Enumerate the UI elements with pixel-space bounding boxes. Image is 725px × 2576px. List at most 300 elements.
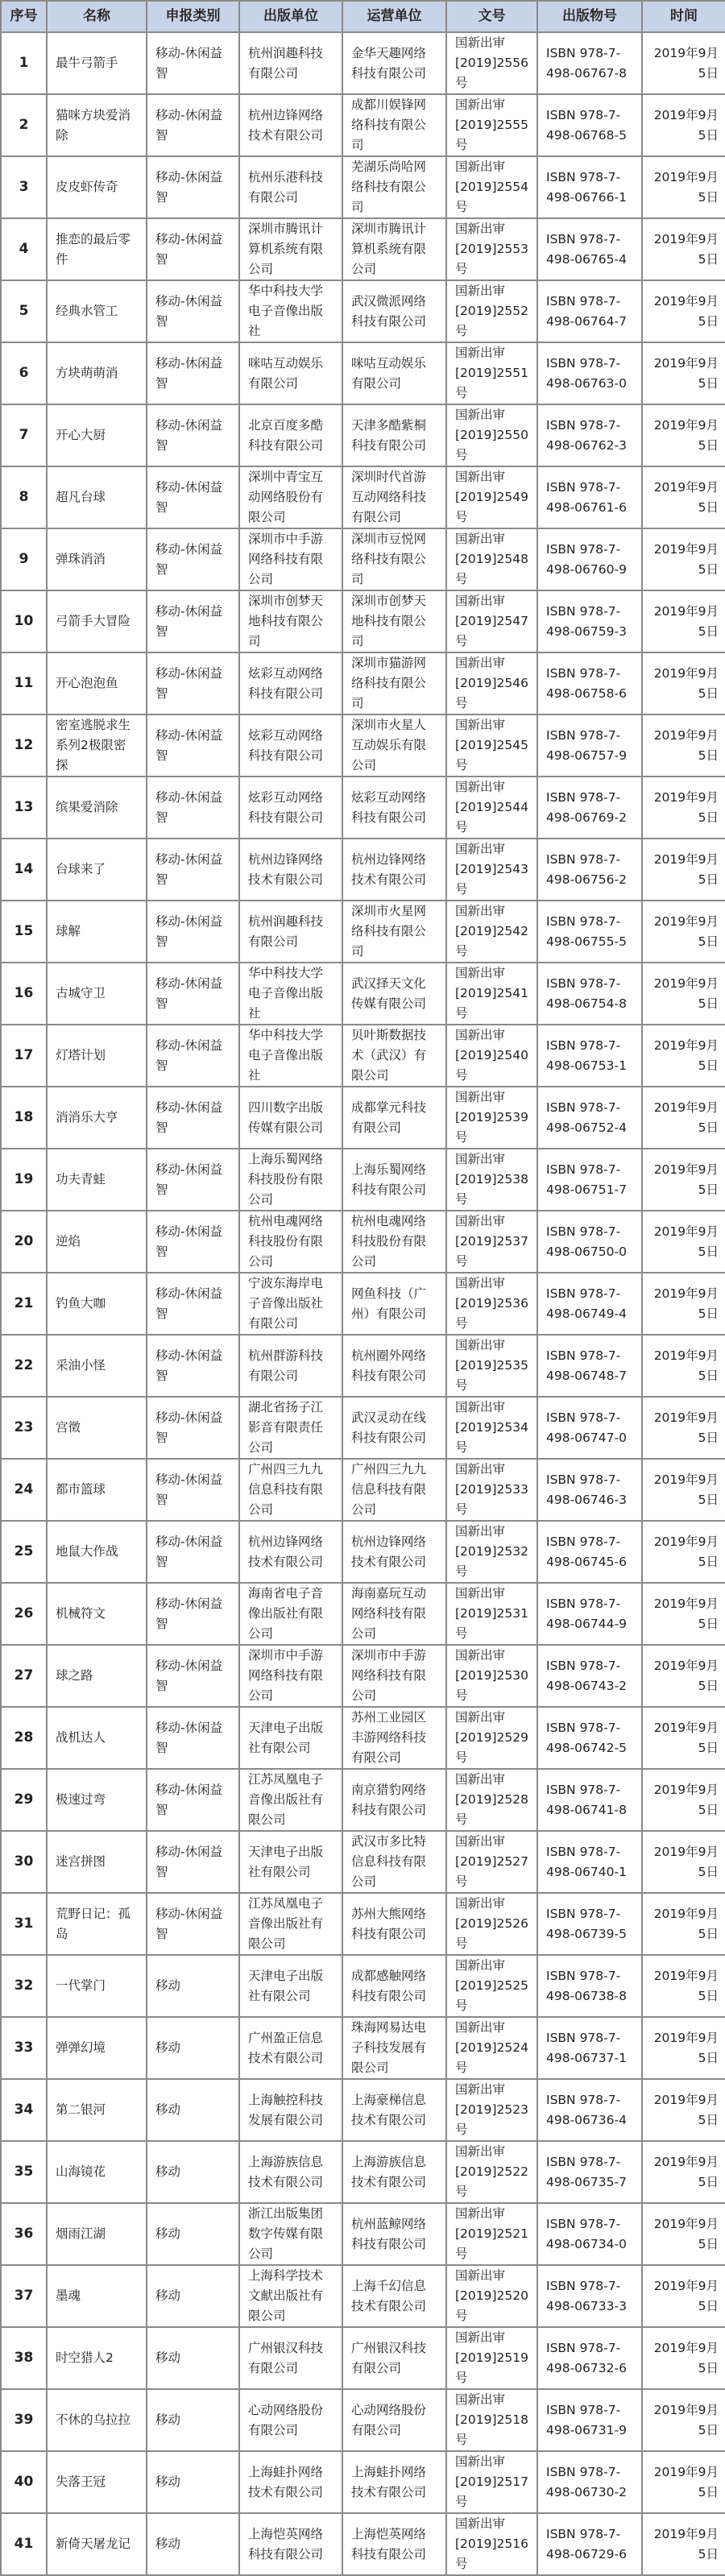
cell-date: 2019年9月5日 [642,1459,725,1521]
cell-date: 2019年9月5日 [642,342,725,404]
cell-operator: 上海蛙扑网络技术有限公司 [342,2451,446,2513]
table-row [1,342,725,404]
cell-category: 移动-休闲益智 [147,777,239,839]
col-header-publisher: 出版单位 [239,1,342,32]
cell-operator: 武汉灵动在线科技有限公司 [342,1397,446,1459]
cell-index: 22 [1,1335,47,1397]
cell-approval-no: 国新出审[2019]2531号 [446,1583,537,1645]
cell-approval-no: 国新出审[2019]2529号 [446,1707,537,1769]
cell-game-name: 采油小怪 [47,1335,147,1397]
cell-date: 2019年9月5日 [642,1025,725,1087]
cell-game-name: 迷宫拼图 [47,1831,147,1893]
cell-operator: 珠海网易达电子科技发展有限公司 [342,2017,446,2079]
cell-publisher: 江苏凤凰电子音像出版社有限公司 [239,1769,342,1831]
cell-game-name: 弹珠消消 [47,528,147,590]
cell-game-name: 逆焰 [47,1211,147,1273]
cell-isbn: ISBN 978-7-498-06735-7 [537,2141,642,2203]
cell-game-name: 钓鱼大咖 [47,1273,147,1335]
cell-approval-no: 国新出审[2019]2545号 [446,714,537,777]
cell-game-name: 极速过弯 [47,1769,147,1831]
cell-category: 移动-休闲益智 [147,1459,239,1521]
cell-publisher: 华中科技大学电子音像出版社 [239,1025,342,1087]
cell-isbn: ISBN 978-7-498-06762-3 [537,404,642,466]
cell-game-name: 经典水管工 [47,280,147,342]
cell-category: 移动-休闲益智 [147,1149,239,1211]
table-row [1,404,725,466]
cell-approval-no: 国新出审[2019]2548号 [446,528,537,590]
cell-approval-no: 国新出审[2019]2543号 [446,839,537,901]
cell-operator: 杭州电魂网络科技股份有限公司 [342,1211,446,1273]
table-row [1,1769,725,1831]
col-header-isbn: 出版物号 [537,1,642,32]
cell-category: 移动 [147,2451,239,2513]
cell-isbn: ISBN 978-7-498-06751-7 [537,1149,642,1211]
cell-category: 移动-休闲益智 [147,1893,239,1955]
cell-index: 36 [1,2203,47,2265]
cell-operator: 上海千幻信息技术有限公司 [342,2265,446,2327]
cell-operator: 咪咕互动娱乐有限公司 [342,342,446,404]
cell-category: 移动 [147,2389,239,2451]
cell-game-name: 烟雨江湖 [47,2203,147,2265]
cell-approval-no: 国新出审[2019]2527号 [446,1831,537,1893]
cell-index: 26 [1,1583,47,1645]
cell-isbn: ISBN 978-7-498-06733-3 [537,2265,642,2327]
cell-operator: 上海游族信息技术有限公司 [342,2141,446,2203]
cell-publisher: 华中科技大学电子音像出版社 [239,280,342,342]
cell-operator: 网鱼科技（广州）有限公司 [342,1273,446,1335]
cell-category: 移动 [147,2203,239,2265]
cell-publisher: 深圳市中手游网络科技有限公司 [239,1645,342,1707]
cell-game-name: 一代掌门 [47,1955,147,2017]
cell-publisher: 广州四三九九信息科技有限公司 [239,1459,342,1521]
cell-isbn: ISBN 978-7-498-06729-6 [537,2513,642,2575]
table-row [1,1645,725,1707]
cell-date: 2019年9月5日 [642,777,725,839]
table-row [1,528,725,590]
cell-approval-no: 国新出审[2019]2525号 [446,1955,537,2017]
cell-date: 2019年9月5日 [642,32,725,94]
cell-index: 16 [1,963,47,1025]
cell-isbn: ISBN 978-7-498-06732-6 [537,2327,642,2389]
cell-isbn: ISBN 978-7-498-06756-2 [537,839,642,901]
cell-index: 27 [1,1645,47,1707]
cell-game-name: 功夫青蛙 [47,1149,147,1211]
cell-date: 2019年9月5日 [642,1521,725,1583]
cell-isbn: ISBN 978-7-498-06739-5 [537,1893,642,1955]
cell-isbn: ISBN 978-7-498-06744-9 [537,1583,642,1645]
cell-game-name: 灯塔计划 [47,1025,147,1087]
cell-publisher: 深圳中青宝互动网络股份有限公司 [239,466,342,528]
cell-date: 2019年9月5日 [642,590,725,652]
cell-approval-no: 国新出审[2019]2538号 [446,1149,537,1211]
cell-category: 移动 [147,2141,239,2203]
table-row [1,2451,725,2513]
table-row [1,1955,725,2017]
cell-approval-no: 国新出审[2019]2547号 [446,590,537,652]
cell-date: 2019年9月5日 [642,1707,725,1769]
cell-date: 2019年9月5日 [642,2265,725,2327]
cell-approval-no: 国新出审[2019]2542号 [446,901,537,963]
cell-game-name: 新倚天屠龙记 [47,2513,147,2575]
table-row [1,590,725,652]
cell-category: 移动-休闲益智 [147,1707,239,1769]
cell-date: 2019年9月5日 [642,1335,725,1397]
cell-approval-no: 国新出审[2019]2516号 [446,2513,537,2575]
cell-operator: 深圳市火星人互动娱乐有限公司 [342,714,446,777]
table-row [1,2079,725,2141]
cell-approval-no: 国新出审[2019]2551号 [446,342,537,404]
table-row [1,1335,725,1397]
cell-operator: 苏州大熊网络科技有限公司 [342,1893,446,1955]
cell-approval-no: 国新出审[2019]2532号 [446,1521,537,1583]
table-row [1,2141,725,2203]
cell-approval-no: 国新出审[2019]2524号 [446,2017,537,2079]
cell-index: 9 [1,528,47,590]
cell-isbn: ISBN 978-7-498-06760-9 [537,528,642,590]
cell-approval-no: 国新出审[2019]2523号 [446,2079,537,2141]
cell-approval-no: 国新出审[2019]2556号 [446,32,537,94]
cell-game-name: 弓箭手大冒险 [47,590,147,652]
cell-isbn: ISBN 978-7-498-06764-7 [537,280,642,342]
cell-index: 8 [1,466,47,528]
cell-game-name: 机械符文 [47,1583,147,1645]
cell-index: 41 [1,2513,47,2575]
cell-category: 移动-休闲益智 [147,1769,239,1831]
cell-isbn: ISBN 978-7-498-06730-2 [537,2451,642,2513]
cell-category: 移动-休闲益智 [147,901,239,963]
cell-date: 2019年9月5日 [642,528,725,590]
header-row [1,1,725,32]
table-row [1,963,725,1025]
cell-game-name: 台球来了 [47,839,147,901]
cell-approval-no: 国新出审[2019]2517号 [446,2451,537,2513]
cell-operator: 心动网络股份有限公司 [342,2389,446,2451]
cell-isbn: ISBN 978-7-498-06752-4 [537,1087,642,1149]
cell-isbn: ISBN 978-7-498-06734-0 [537,2203,642,2265]
table-row [1,1087,725,1149]
cell-publisher: 深圳市创梦天地科技有限公司 [239,590,342,652]
cell-index: 30 [1,1831,47,1893]
cell-category: 移动-休闲益智 [147,342,239,404]
cell-date: 2019年9月5日 [642,1211,725,1273]
cell-operator: 杭州圈外网络科技有限公司 [342,1335,446,1397]
table-row [1,94,725,156]
cell-category: 移动-休闲益智 [147,1397,239,1459]
cell-publisher: 深圳市腾讯计算机系统有限公司 [239,218,342,280]
cell-category: 移动-休闲益智 [147,94,239,156]
cell-approval-no: 国新出审[2019]2550号 [446,404,537,466]
cell-date: 2019年9月5日 [642,714,725,777]
cell-index: 34 [1,2079,47,2141]
cell-publisher: 杭州电魂网络科技股份有限公司 [239,1211,342,1273]
cell-approval-no: 国新出审[2019]2530号 [446,1645,537,1707]
cell-game-name: 失落王冠 [47,2451,147,2513]
cell-date: 2019年9月5日 [642,1645,725,1707]
cell-publisher: 宁波东海岸电子音像出版社有限公司 [239,1273,342,1335]
cell-operator: 上海乐蜀网络科技有限公司 [342,1149,446,1211]
cell-game-name: 不休的乌拉拉 [47,2389,147,2451]
cell-date: 2019年9月5日 [642,2203,725,2265]
table-row [1,2203,725,2265]
cell-operator: 成都感触网络科技有限公司 [342,1955,446,2017]
cell-isbn: ISBN 978-7-498-06763-0 [537,342,642,404]
cell-publisher: 心动网络股份有限公司 [239,2389,342,2451]
cell-publisher: 上海游族信息技术有限公司 [239,2141,342,2203]
cell-date: 2019年9月5日 [642,280,725,342]
cell-operator: 上海恺英网络科技有限公司 [342,2513,446,2575]
table-row [1,1707,725,1769]
cell-operator: 深圳市创梦天地科技有限公司 [342,590,446,652]
cell-approval-no: 国新出审[2019]2522号 [446,2141,537,2203]
cell-publisher: 深圳市中手游网络科技有限公司 [239,528,342,590]
cell-game-name: 古城守卫 [47,963,147,1025]
cell-publisher: 咪咕互动娱乐有限公司 [239,342,342,404]
cell-category: 移动-休闲益智 [147,1025,239,1087]
cell-category: 移动 [147,2265,239,2327]
cell-index: 11 [1,652,47,714]
cell-operator: 广州银汉科技有限公司 [342,2327,446,2389]
cell-game-name: 地鼠大作战 [47,1521,147,1583]
cell-category: 移动-休闲益智 [147,1335,239,1397]
cell-index: 15 [1,901,47,963]
table-row [1,714,725,777]
table-row [1,1211,725,1273]
cell-approval-no: 国新出审[2019]2534号 [446,1397,537,1459]
cell-index: 6 [1,342,47,404]
cell-date: 2019年9月5日 [642,963,725,1025]
cell-game-name: 消消乐大亨 [47,1087,147,1149]
cell-publisher: 上海乐蜀网络科技股份有限公司 [239,1149,342,1211]
cell-index: 2 [1,94,47,156]
cell-game-name: 墨魂 [47,2265,147,2327]
cell-category: 移动-休闲益智 [147,1645,239,1707]
cell-operator: 杭州边锋网络技术有限公司 [342,839,446,901]
cell-approval-no: 国新出审[2019]2519号 [446,2327,537,2389]
table-row [1,1893,725,1955]
cell-date: 2019年9月5日 [642,218,725,280]
table-row [1,2017,725,2079]
cell-date: 2019年9月5日 [642,1831,725,1893]
cell-game-name: 开心泡泡鱼 [47,652,147,714]
cell-category: 移动 [147,2327,239,2389]
cell-index: 31 [1,1893,47,1955]
cell-operator: 炫彩互动网络科技有限公司 [342,777,446,839]
cell-operator: 武汉微派网络科技有限公司 [342,280,446,342]
cell-publisher: 湖北省扬子江影音有限责任公司 [239,1397,342,1459]
cell-category: 移动-休闲益智 [147,1211,239,1273]
cell-game-name: 战机达人 [47,1707,147,1769]
cell-operator: 杭州蓝鲸网络科技有限公司 [342,2203,446,2265]
cell-isbn: ISBN 978-7-498-06753-1 [537,1025,642,1087]
table-row [1,1583,725,1645]
cell-approval-no: 国新出审[2019]2546号 [446,652,537,714]
cell-isbn: ISBN 978-7-498-06740-1 [537,1831,642,1893]
cell-operator: 成都川娱锋网络科技有限公司 [342,94,446,156]
cell-index: 38 [1,2327,47,2389]
cell-operator: 深圳时代首游互动网络科技有限公司 [342,466,446,528]
cell-approval-no: 国新出审[2019]2526号 [446,1893,537,1955]
table-row [1,1521,725,1583]
cell-publisher: 江苏凤凰电子音像出版社有限公司 [239,1893,342,1955]
cell-isbn: ISBN 978-7-498-06747-0 [537,1397,642,1459]
cell-category: 移动-休闲益智 [147,1087,239,1149]
col-header-name: 名称 [47,1,147,32]
cell-publisher: 炫彩互动网络科技有限公司 [239,777,342,839]
cell-publisher: 杭州群游科技有限公司 [239,1335,342,1397]
table-row [1,1273,725,1335]
cell-isbn: ISBN 978-7-498-06738-8 [537,1955,642,2017]
cell-isbn: ISBN 978-7-498-06765-4 [537,218,642,280]
table-row [1,1397,725,1459]
cell-publisher: 杭州润趣科技有限公司 [239,32,342,94]
cell-date: 2019年9月5日 [642,839,725,901]
cell-isbn: ISBN 978-7-498-06761-6 [537,466,642,528]
cell-index: 23 [1,1397,47,1459]
cell-approval-no: 国新出审[2019]2528号 [446,1769,537,1831]
cell-game-name: 方块萌萌消 [47,342,147,404]
cell-publisher: 杭州边锋网络技术有限公司 [239,1521,342,1583]
cell-category: 移动-休闲益智 [147,963,239,1025]
cell-game-name: 球之路 [47,1645,147,1707]
cell-approval-no: 国新出审[2019]2536号 [446,1273,537,1335]
cell-publisher: 广州盈正信息技术有限公司 [239,2017,342,2079]
cell-approval-no: 国新出审[2019]2521号 [446,2203,537,2265]
cell-index: 40 [1,2451,47,2513]
table-row [1,218,725,280]
cell-operator: 深圳市豆悦网络科技有限公司 [342,528,446,590]
table-row [1,32,725,94]
cell-operator: 武汉择天文化传媒有限公司 [342,963,446,1025]
col-header-approval-no: 文号 [446,1,537,32]
cell-index: 10 [1,590,47,652]
cell-publisher: 四川数字出版传媒有限公司 [239,1087,342,1149]
table-row [1,839,725,901]
cell-operator: 深圳市火星网络科技有限公司 [342,901,446,963]
cell-operator: 上海豪梯信息技术有限公司 [342,2079,446,2141]
cell-date: 2019年9月5日 [642,1149,725,1211]
cell-approval-no: 国新出审[2019]2544号 [446,777,537,839]
cell-publisher: 海南省电子音像出版社有限公司 [239,1583,342,1645]
table-row [1,652,725,714]
table-row [1,466,725,528]
cell-index: 28 [1,1707,47,1769]
cell-operator: 成都掌元科技有限公司 [342,1087,446,1149]
cell-approval-no: 国新出审[2019]2537号 [446,1211,537,1273]
cell-game-name: 猫咪方块爱消除 [47,94,147,156]
cell-index: 33 [1,2017,47,2079]
cell-category: 移动-休闲益智 [147,528,239,590]
cell-game-name: 宫徵 [47,1397,147,1459]
table-row [1,777,725,839]
cell-date: 2019年9月5日 [642,2141,725,2203]
cell-publisher: 华中科技大学电子音像出版社 [239,963,342,1025]
cell-date: 2019年9月5日 [642,2451,725,2513]
cell-approval-no: 国新出审[2019]2541号 [446,963,537,1025]
table-row [1,2265,725,2327]
cell-index: 20 [1,1211,47,1273]
cell-date: 2019年9月5日 [642,156,725,218]
cell-operator: 南京猎豹网络科技有限公司 [342,1769,446,1831]
cell-date: 2019年9月5日 [642,466,725,528]
cell-approval-no: 国新出审[2019]2520号 [446,2265,537,2327]
cell-index: 5 [1,280,47,342]
cell-date: 2019年9月5日 [642,2017,725,2079]
cell-isbn: ISBN 978-7-498-06757-9 [537,714,642,777]
cell-approval-no: 国新出审[2019]2539号 [446,1087,537,1149]
cell-index: 25 [1,1521,47,1583]
cell-isbn: ISBN 978-7-498-06769-2 [537,777,642,839]
cell-publisher: 天津电子出版社有限公司 [239,1955,342,2017]
cell-game-name: 推恋的最后零件 [47,218,147,280]
cell-date: 2019年9月5日 [642,2389,725,2451]
cell-index: 32 [1,1955,47,2017]
cell-publisher: 上海蛙扑网络技术有限公司 [239,2451,342,2513]
cell-date: 2019年9月5日 [642,1955,725,2017]
cell-category: 移动-休闲益智 [147,652,239,714]
cell-isbn: ISBN 978-7-498-06750-0 [537,1211,642,1273]
cell-category: 移动-休闲益智 [147,839,239,901]
cell-index: 18 [1,1087,47,1149]
cell-category: 移动-休闲益智 [147,32,239,94]
cell-date: 2019年9月5日 [642,1769,725,1831]
cell-publisher: 北京百度多酷科技有限公司 [239,404,342,466]
cell-publisher: 天津电子出版社有限公司 [239,1707,342,1769]
cell-index: 7 [1,404,47,466]
cell-operator: 贝叶斯数据技术（武汉）有限公司 [342,1025,446,1087]
cell-category: 移动-休闲益智 [147,280,239,342]
cell-isbn: ISBN 978-7-498-06755-5 [537,901,642,963]
cell-isbn: ISBN 978-7-498-06746-3 [537,1459,642,1521]
cell-game-name: 皮皮虾传奇 [47,156,147,218]
cell-game-name: 球解 [47,901,147,963]
cell-isbn: ISBN 978-7-498-06742-5 [537,1707,642,1769]
cell-isbn: ISBN 978-7-498-06759-3 [537,590,642,652]
cell-operator: 天津多酷紫桐科技有限公司 [342,404,446,466]
cell-operator: 海南嘉玩互动网络科技有限公司 [342,1583,446,1645]
cell-date: 2019年9月5日 [642,652,725,714]
cell-publisher: 杭州乐港科技有限公司 [239,156,342,218]
cell-operator: 深圳市猫游网络科技有限公司 [342,652,446,714]
cell-date: 2019年9月5日 [642,2079,725,2141]
cell-publisher: 浙江出版集团数字传媒有限公司 [239,2203,342,2265]
cell-publisher: 杭州边锋网络技术有限公司 [239,94,342,156]
cell-index: 29 [1,1769,47,1831]
cell-isbn: ISBN 978-7-498-06741-8 [537,1769,642,1831]
cell-publisher: 天津电子出版社有限公司 [239,1831,342,1893]
table-row [1,280,725,342]
cell-date: 2019年9月5日 [642,2327,725,2389]
cell-approval-no: 国新出审[2019]2549号 [446,466,537,528]
cell-index: 17 [1,1025,47,1087]
cell-operator: 深圳市中手游网络科技有限公司 [342,1645,446,1707]
col-header-date: 时间 [642,1,725,32]
cell-date: 2019年9月5日 [642,1893,725,1955]
cell-approval-no: 国新出审[2019]2553号 [446,218,537,280]
cell-index: 1 [1,32,47,94]
cell-isbn: ISBN 978-7-498-06758-6 [537,652,642,714]
cell-category: 移动-休闲益智 [147,1521,239,1583]
cell-approval-no: 国新出审[2019]2533号 [446,1459,537,1521]
cell-isbn: ISBN 978-7-498-06736-4 [537,2079,642,2141]
cell-index: 12 [1,714,47,777]
cell-category: 移动-休闲益智 [147,466,239,528]
cell-operator: 杭州边锋网络技术有限公司 [342,1521,446,1583]
cell-date: 2019年9月5日 [642,404,725,466]
cell-category: 移动-休闲益智 [147,156,239,218]
cell-date: 2019年9月5日 [642,1273,725,1335]
cell-game-name: 弹弹幻境 [47,2017,147,2079]
cell-operator: 金华天趣网络科技有限公司 [342,32,446,94]
